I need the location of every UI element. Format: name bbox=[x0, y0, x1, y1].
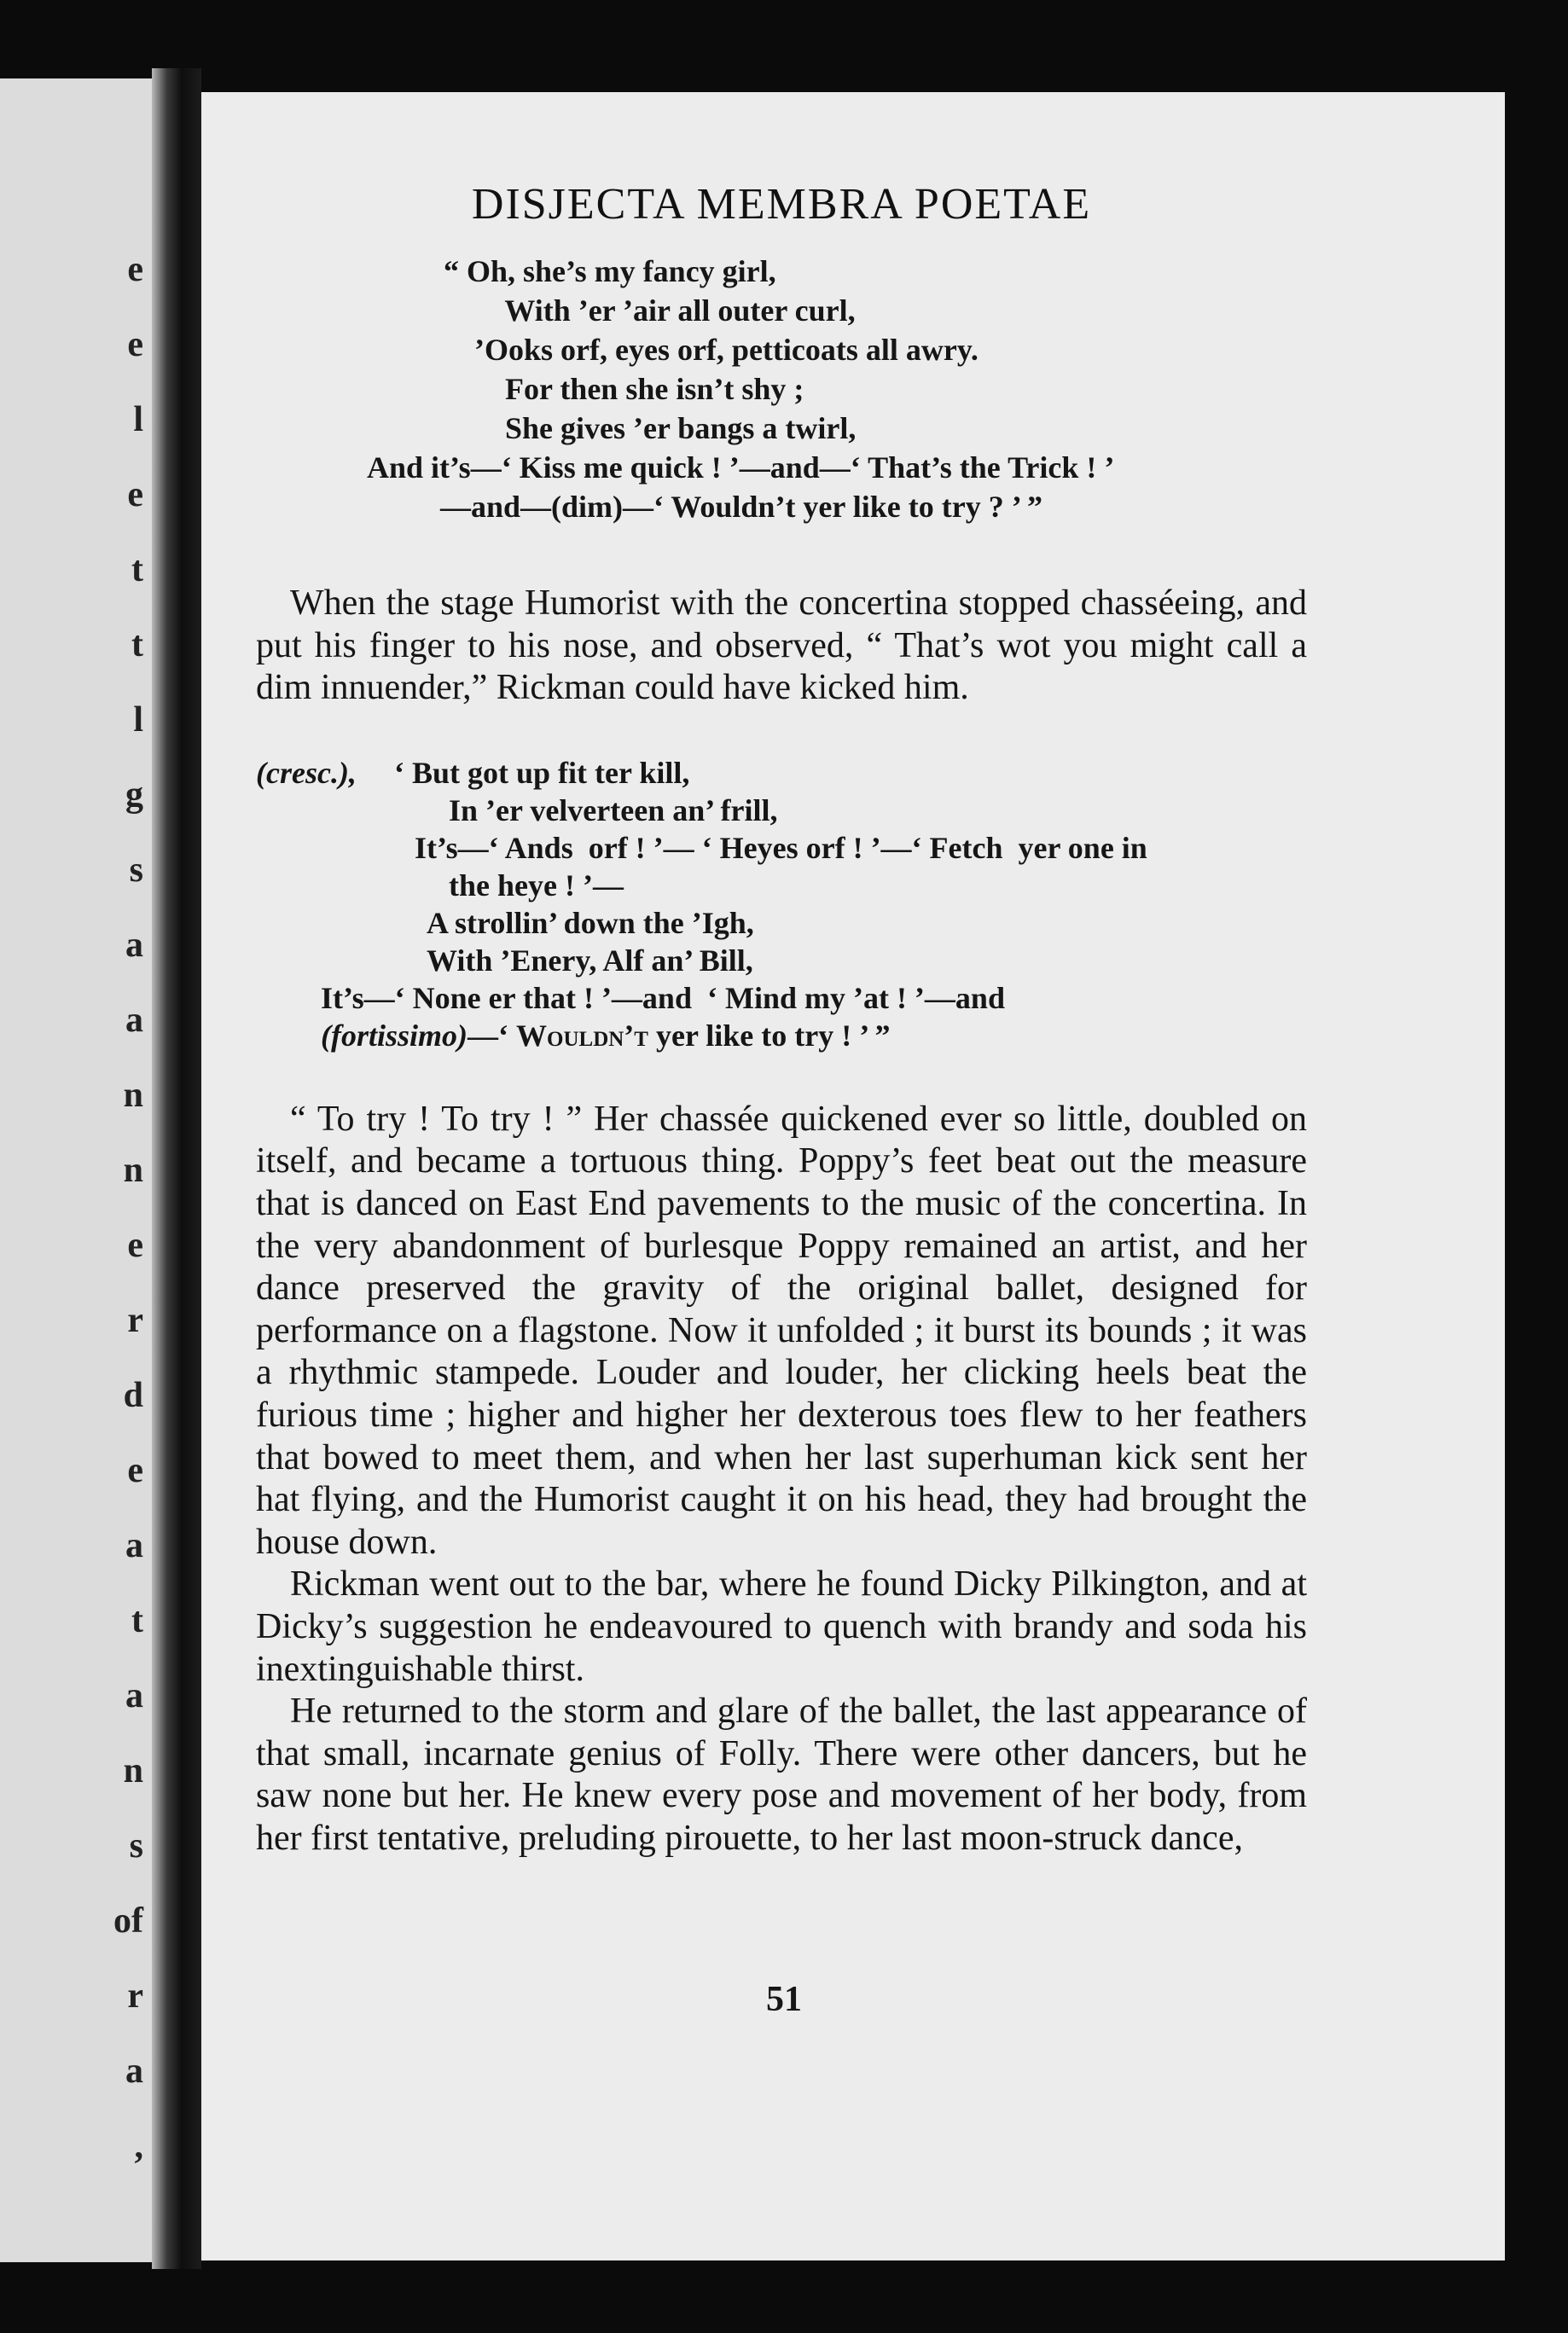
paragraph-stage-humorist: When the stage Humorist with the concertina stopped chasséeing, and put his finger to his nose, and observed, “ That’s wot you might call a dim innuender,” Rickman could have kicked him. bbox=[256, 583, 1307, 708]
verse-line: It’s—‘ Ands orf ! ’— ‘ Heyes orf ! ’—‘ Fetch yer one in bbox=[415, 830, 1147, 865]
verse-line: For then she isn’t shy ; bbox=[444, 372, 804, 406]
facing-page-fragment: n bbox=[123, 1751, 143, 1790]
facing-page-fragment: a bbox=[125, 2052, 143, 2091]
paragraph-to-try: “ To try ! To try ! ” Her chassée quickened ever so little, doubled on itself, and became a tortuous thing. Poppy’s feet beat out the measure that is danced on East End pavements to the music of the concertina. In the very abandonment of burlesque Poppy remained an artist, and her dance preserved the gravity of the original ballet, designed for performance on a flagstone. Now it unfolded ; it burst its bounds ; it was a rhythmic stampede. Louder and louder, her clicking heels beat the furious time ; higher and higher her dexterous toes flew to her feathers that bowed to meet them, and when her last superhuman kick sent her hat flying, and the Humorist caught it on his head, they had brought the house down. bbox=[256, 1099, 1307, 1562]
verse-line: A strollin’ down the ’Igh, bbox=[427, 905, 754, 940]
running-head: DISJECTA MEMBRA POETAE bbox=[471, 180, 1092, 229]
verse-one bbox=[367, 252, 1307, 526]
fortissimo-marking: (fortissimo) bbox=[321, 1018, 468, 1053]
facing-page-fragment: d bbox=[123, 1376, 143, 1415]
verse-line: the heye ! ’— bbox=[449, 868, 624, 902]
facing-page-fragment: e bbox=[127, 250, 143, 289]
facing-page-fragment: s bbox=[129, 1826, 143, 1866]
facing-page-fragment: a bbox=[125, 1526, 143, 1565]
facing-page-fragment: r bbox=[127, 1976, 143, 2016]
verse-fragment: —‘ bbox=[467, 1018, 517, 1053]
facing-page-fragment: t bbox=[131, 625, 143, 664]
facing-page-fragment: g bbox=[125, 775, 143, 815]
facing-page-fragment: of bbox=[113, 1901, 143, 1941]
verse-line: It’s—‘ None er that ! ’—and ‘ Mind my ’at ! ’—and bbox=[321, 980, 1005, 1015]
verse-line: —and—(dim)—‘ Wouldn’t yer like to try ? ’ ” bbox=[409, 490, 1043, 524]
facing-page-fragment: t bbox=[131, 1601, 143, 1640]
verse-line: With ’er ’air all outer curl, bbox=[444, 293, 856, 328]
page-number: 51 bbox=[766, 1980, 802, 2019]
facing-page-fragment: e bbox=[127, 1226, 143, 1265]
paragraph-rickman-bar: Rickman went out to the bar, where he found Dicky Pilkington, and at Dicky’s suggestion he endeavoured to quench with brandy and soda his inextinguishable thirst. bbox=[256, 1564, 1307, 1689]
facing-page-fragment: a bbox=[125, 1676, 143, 1715]
verse-line: ’Ooks orf, eyes orf, petticoats all awry. bbox=[444, 333, 979, 367]
verse-line: With ’Enery, Alf an’ Bill, bbox=[427, 943, 753, 978]
facing-page-fragment: , bbox=[134, 2127, 143, 2166]
facing-page-fragment: n bbox=[123, 1076, 143, 1115]
verse-line: In ’er velverteen an’ frill, bbox=[449, 792, 778, 827]
verse-fragment: yer like to try ! ’ ” bbox=[648, 1018, 891, 1053]
verse-two bbox=[256, 754, 1307, 1054]
verse-line: “ Oh, she’s my fancy girl, bbox=[444, 254, 776, 288]
page-text-block bbox=[256, 179, 1307, 1860]
facing-page-fragment: n bbox=[123, 1151, 143, 1190]
verse-line-final bbox=[321, 1017, 1307, 1054]
cresc-marking: (cresc.), bbox=[256, 755, 357, 790]
facing-page-fragment: a bbox=[125, 926, 143, 965]
facing-page-fragment: r bbox=[127, 1301, 143, 1340]
facing-page-fragment: s bbox=[129, 850, 143, 890]
paragraph-ballet-return: He returned to the storm and glare of the ballet, the last appearance of that small, incarnate genius of Folly. There were other dancers, but he saw none but her. He knew every pose and movement of her body, from her first tentative, preluding pirouette, to her last moon-struck dance, bbox=[256, 1692, 1307, 1858]
facing-page-fragment: e bbox=[127, 475, 143, 514]
facing-page-fragment: l bbox=[133, 700, 143, 740]
verse-line: She gives ’er bangs a twirl, bbox=[444, 411, 857, 445]
verse-fragment: Wouldn’t bbox=[516, 1018, 648, 1053]
book-gutter bbox=[152, 68, 201, 2269]
facing-page-fragment: t bbox=[131, 550, 143, 589]
facing-page-fragment: l bbox=[133, 400, 143, 439]
verse-line: ‘ But got up fit ter kill, bbox=[394, 755, 690, 790]
facing-page-fragment: a bbox=[125, 1001, 143, 1040]
verse-line: And it’s—‘ Kiss me quick ! ’—and—‘ That’s the Trick ! ’ bbox=[367, 450, 1115, 485]
facing-page-fragment: e bbox=[127, 1451, 143, 1490]
facing-page-fragment: e bbox=[127, 325, 143, 364]
facing-page-edge bbox=[0, 78, 152, 2262]
